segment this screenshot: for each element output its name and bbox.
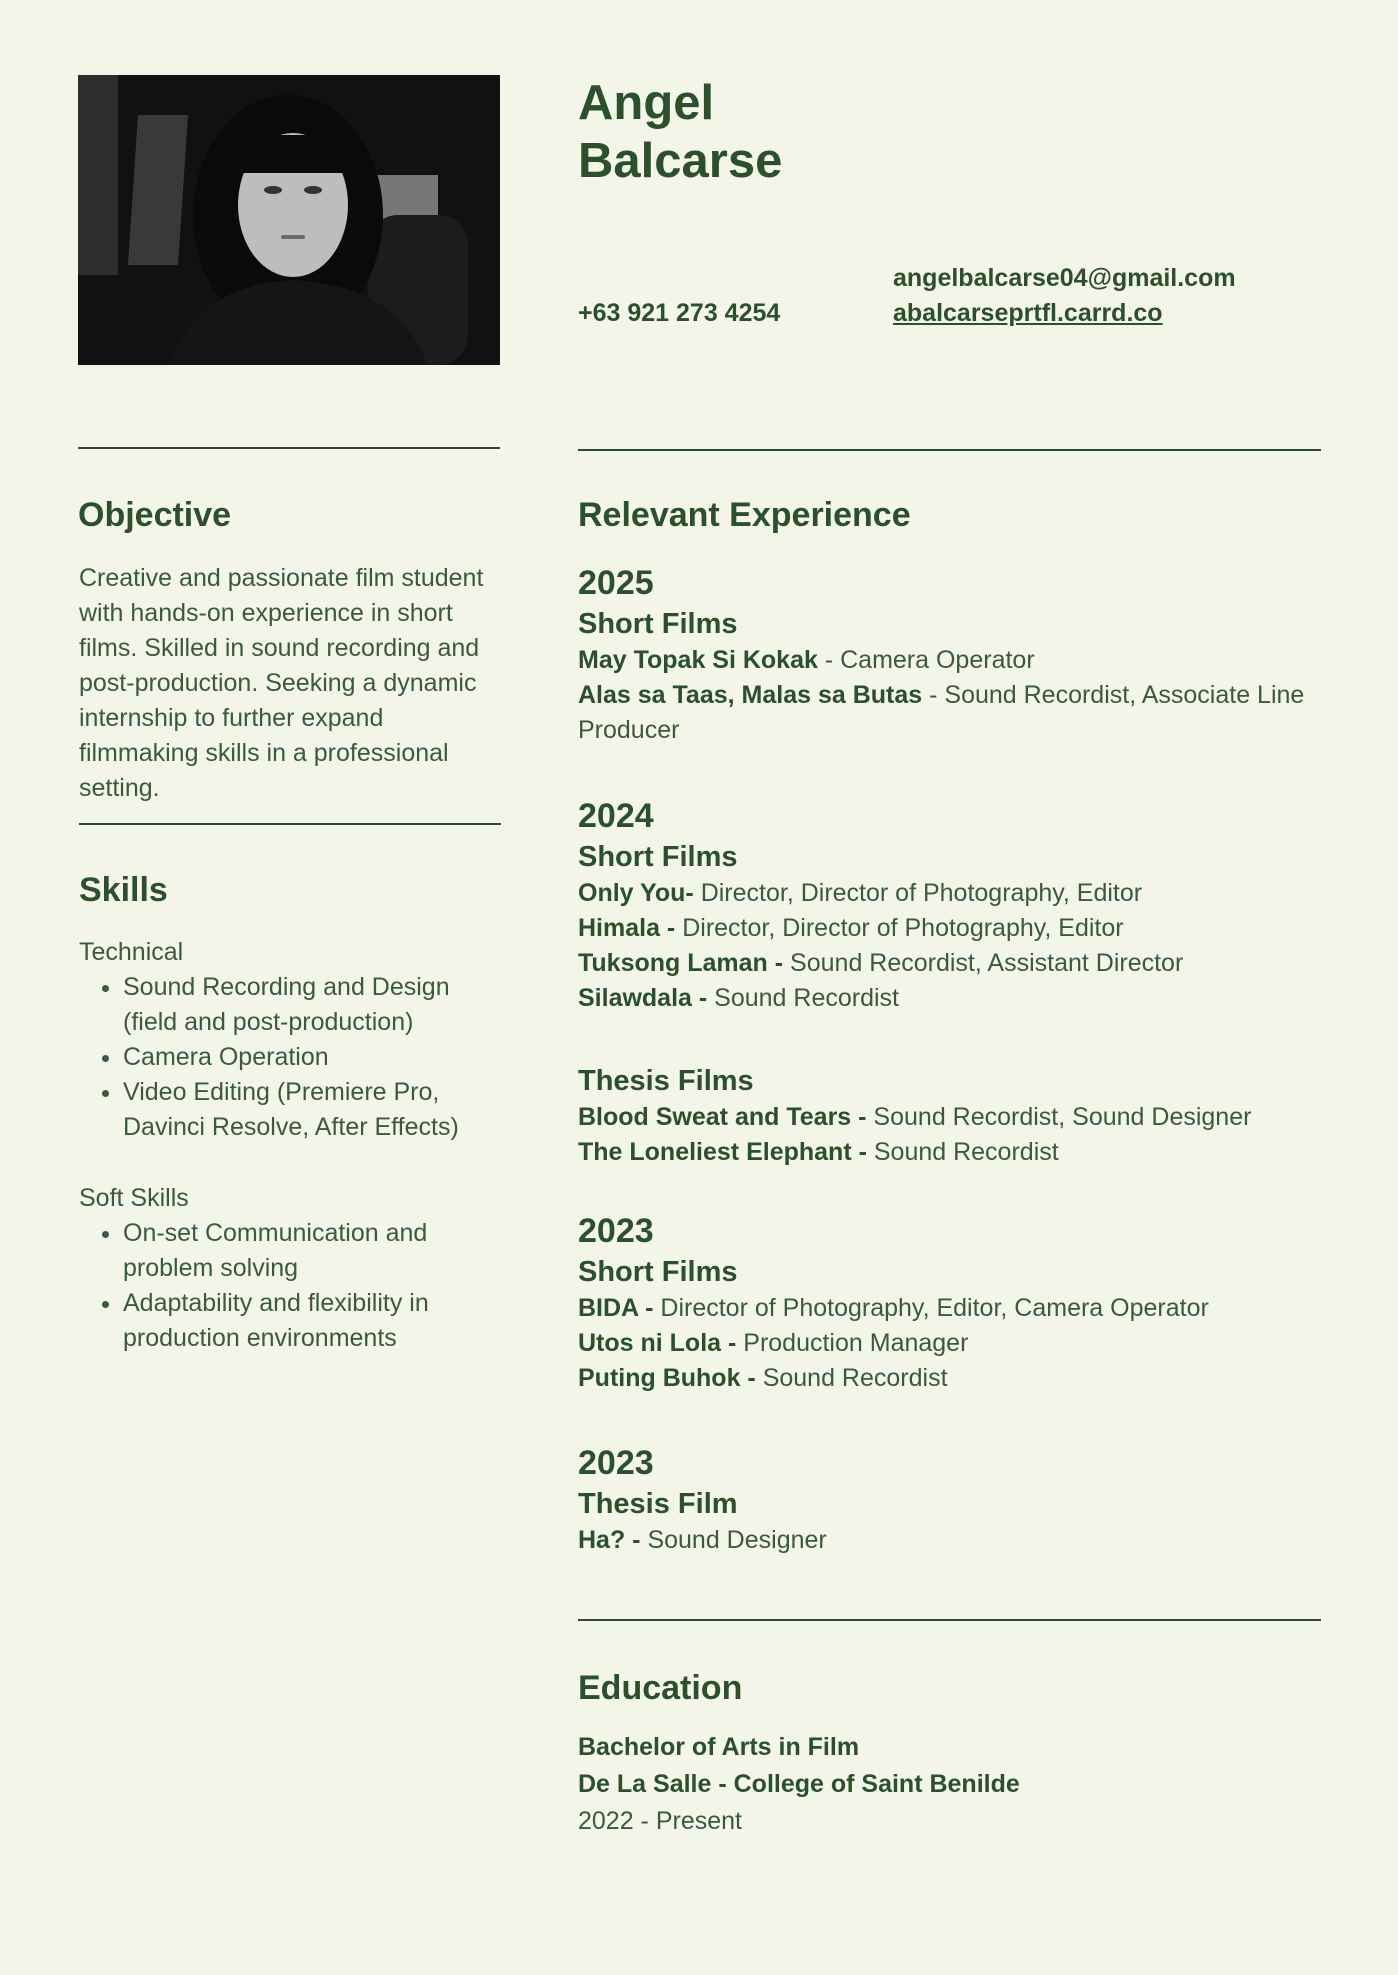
list-item: Puting Buhok - Sound Recordist [578, 1364, 948, 1392]
skills-soft [79, 1181, 509, 1356]
divider-right-bottom [578, 1619, 1321, 1621]
experience-group-2024 [578, 794, 1328, 1016]
experience-category: Thesis Films [578, 1065, 754, 1097]
experience-year: 2024 [578, 797, 654, 835]
list-item: • Sound Recording and Design (field and post-production) [123, 970, 509, 1040]
divider-right-top [578, 449, 1321, 451]
experience-category: Thesis Film [578, 1488, 738, 1520]
skills-technical-list [79, 970, 509, 1145]
experience-group-2023 [578, 1209, 1328, 1396]
name-first: Angel [578, 76, 715, 130]
divider-left-top [78, 447, 500, 449]
skills-soft-label: Soft Skills [79, 1184, 189, 1212]
objective-heading: Objective [78, 496, 232, 534]
phone-number: +63 921 273 4254 [578, 299, 781, 327]
experience-year: 2023 [578, 1444, 654, 1482]
education-block [578, 1729, 1318, 1840]
list-item: • On-set Communication and problem solving [123, 1216, 509, 1286]
profile-photo [78, 75, 500, 365]
skills-heading: Skills [79, 871, 168, 909]
experience-year: 2025 [578, 564, 654, 602]
list-item: May Topak Si Kokak - Camera Operator [578, 646, 1035, 674]
experience-group-2025 [578, 561, 1328, 748]
list-item: BIDA - Director of Photography, Editor, Camera Operator [578, 1294, 1209, 1322]
list-item: Blood Sweat and Tears - Sound Recordist, Sound Designer [578, 1103, 1252, 1131]
experience-category: Short Films [578, 1256, 738, 1288]
list-item: Only You- Director, Director of Photography, Editor [578, 879, 1143, 907]
list-item: Silawdala - Sound Recordist [578, 984, 899, 1012]
portfolio-link[interactable]: abalcarseprtfl.carrd.co [893, 299, 1163, 327]
list-item: The Loneliest Elephant - Sound Recordist [578, 1138, 1059, 1166]
list-item: • Camera Operation [123, 1040, 509, 1075]
education-school: De La Salle - College of Saint Benilde [578, 1770, 1020, 1798]
experience-group-2024-thesis [578, 1062, 1328, 1170]
candidate-name [578, 74, 782, 190]
list-item: • Video Editing (Premiere Pro, Davinci Resolve, After Effects) [123, 1075, 509, 1145]
list-item: • Adaptability and flexibility in production environments [123, 1286, 509, 1356]
list-item: Tuksong Laman - Sound Recordist, Assistant Director [578, 949, 1184, 977]
list-item: Alas sa Taas, Malas sa Butas - Sound Recordist, Associate Line Producer [578, 681, 1305, 744]
education-years: 2022 - Present [578, 1807, 742, 1835]
list-item: Himala - Director, Director of Photography, Editor [578, 914, 1124, 942]
skills-technical [79, 935, 509, 1145]
experience-category: Short Films [578, 608, 738, 640]
skills-technical-label: Technical [79, 938, 184, 966]
objective-text: Creative and passionate film student with hands-on experience in short films. Skilled in sound recording and post-production. Seeking a dynamic internship to further expand filmmaking skills in a professional setting. [79, 564, 484, 802]
experience-category: Short Films [578, 841, 738, 873]
list-item: Ha? - Sound Designer [578, 1526, 827, 1554]
experience-heading: Relevant Experience [578, 496, 911, 534]
divider-left-mid [79, 823, 501, 825]
name-last: Balcarse [578, 134, 783, 188]
skills-soft-list [79, 1216, 509, 1356]
education-degree: Bachelor of Arts in Film [578, 1733, 860, 1761]
email-address[interactable]: angelbalcarse04@gmail.com [893, 264, 1236, 292]
education-heading: Education [578, 1669, 743, 1707]
list-item: Utos ni Lola - Production Manager [578, 1329, 969, 1357]
experience-year: 2023 [578, 1212, 654, 1250]
experience-group-2023-thesis [578, 1441, 1328, 1558]
